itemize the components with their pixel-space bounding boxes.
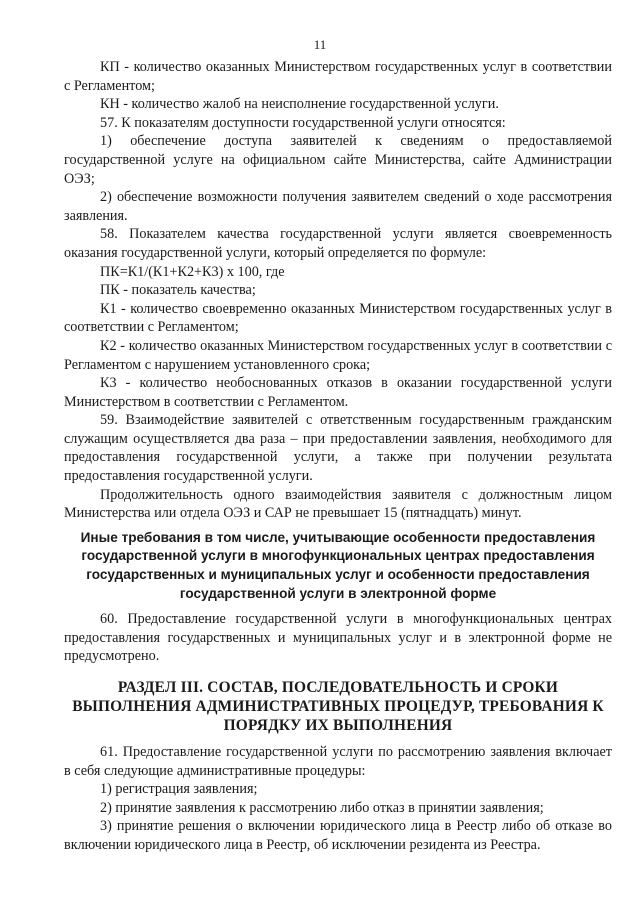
- page-content: [64, 58, 612, 855]
- paragraph-60: 60. Предоставление государственной услуги в многофункциональных центрах предоставления государственных и муниципальных услуг и в электронной форме не предусмотрено.: [64, 611, 612, 665]
- paragraph-k3-definition: К3 - количество необоснованных отказов в оказании государственной услуги Министерством в соответствии с Регламентом.: [64, 375, 612, 410]
- paragraph-k2-definition: К2 - количество оказанных Министерством государственных услуг в соответствии с Регламентом с нарушением установленного срока;: [64, 337, 612, 373]
- paragraph-k1-definition: К1 - количество своевременно оказанных Министерством государственных услуг в соответствии с Регламентом;: [64, 300, 612, 336]
- paragraph-58: 58. Показателем качества государственной услуги является своевременность оказания государственной услуги, который определяется по формуле:: [64, 226, 612, 261]
- paragraph-kp-definition: КП - количество оказанных Министерством государственных услуг в соответствии с Регламентом;: [64, 59, 612, 94]
- page-number: 11: [313, 37, 327, 52]
- paragraph-kn-definition: КН - количество жалоб на неисполнение государственной услуги.: [100, 96, 499, 113]
- section-iii-title: РАЗДЕЛ III. СОСТАВ, ПОСЛЕДОВАТЕЛЬНОСТЬ И СРОКИ ВЫПОЛНЕНИЯ АДМИНИСТРАТИВНЫХ ПРОЦЕДУР, ТРЕБОВАНИЯ К ПОРЯДКУ ИХ ВЫПОЛНЕНИЯ: [72, 679, 604, 734]
- paragraph-57: 57. К показателям доступности государственной услуги относятся:: [100, 114, 506, 131]
- paragraph-57-item-1: 1) обеспечение доступа заявителей к сведениям о предоставляемой государственной услуге на официальном сайте Министерства, сайте Администрации ОЭЗ;: [64, 133, 612, 187]
- heading-other-requirements: Иные требования в том числе, учитывающие особенности предоставления государственной услуги в многофункциональных центрах предоставления государственных и муниципальных услуг и особенности предоставления государственной услуги в электронной форме: [80, 529, 596, 601]
- paragraph-61-item-1: 1) регистрация заявления;: [100, 781, 258, 798]
- paragraph-61-item-3: 3) принятие решения о включении юридического лица в Реестр либо об отказе во включении юридического лица в Реестр, об исключении резидента из Реестра.: [64, 818, 612, 853]
- paragraph-pk-definition: ПК - показатель качества;: [100, 282, 256, 299]
- paragraph-59: 59. Взаимодействие заявителей с ответственным государственным гражданским служащим осуществляется два раза – при предоставлении заявления, необходимого для предоставления государственной услуги, а также при получении результата предоставления государственной услуги.: [64, 412, 612, 485]
- paragraph-61: 61. Предоставление государственной услуги по рассмотрению заявления включает в себя следующие административные процедуры:: [64, 744, 612, 779]
- paragraph-formula: ПК=К1/(К1+К2+К3) х 100, где: [100, 263, 285, 280]
- paragraph-57-item-2: 2) обеспечение возможности получения заявителем сведений о ходе рассмотрения заявления.: [64, 189, 612, 224]
- paragraph-interaction-duration: Продолжительность одного взаимодействия заявителя с должностным лицом Министерства или отдела ОЭЗ и САР не превышает 15 (пятнадцать) минут.: [64, 486, 612, 522]
- paragraph-61-item-2: 2) принятие заявления к рассмотрению либо отказ в принятии заявления;: [100, 799, 544, 816]
